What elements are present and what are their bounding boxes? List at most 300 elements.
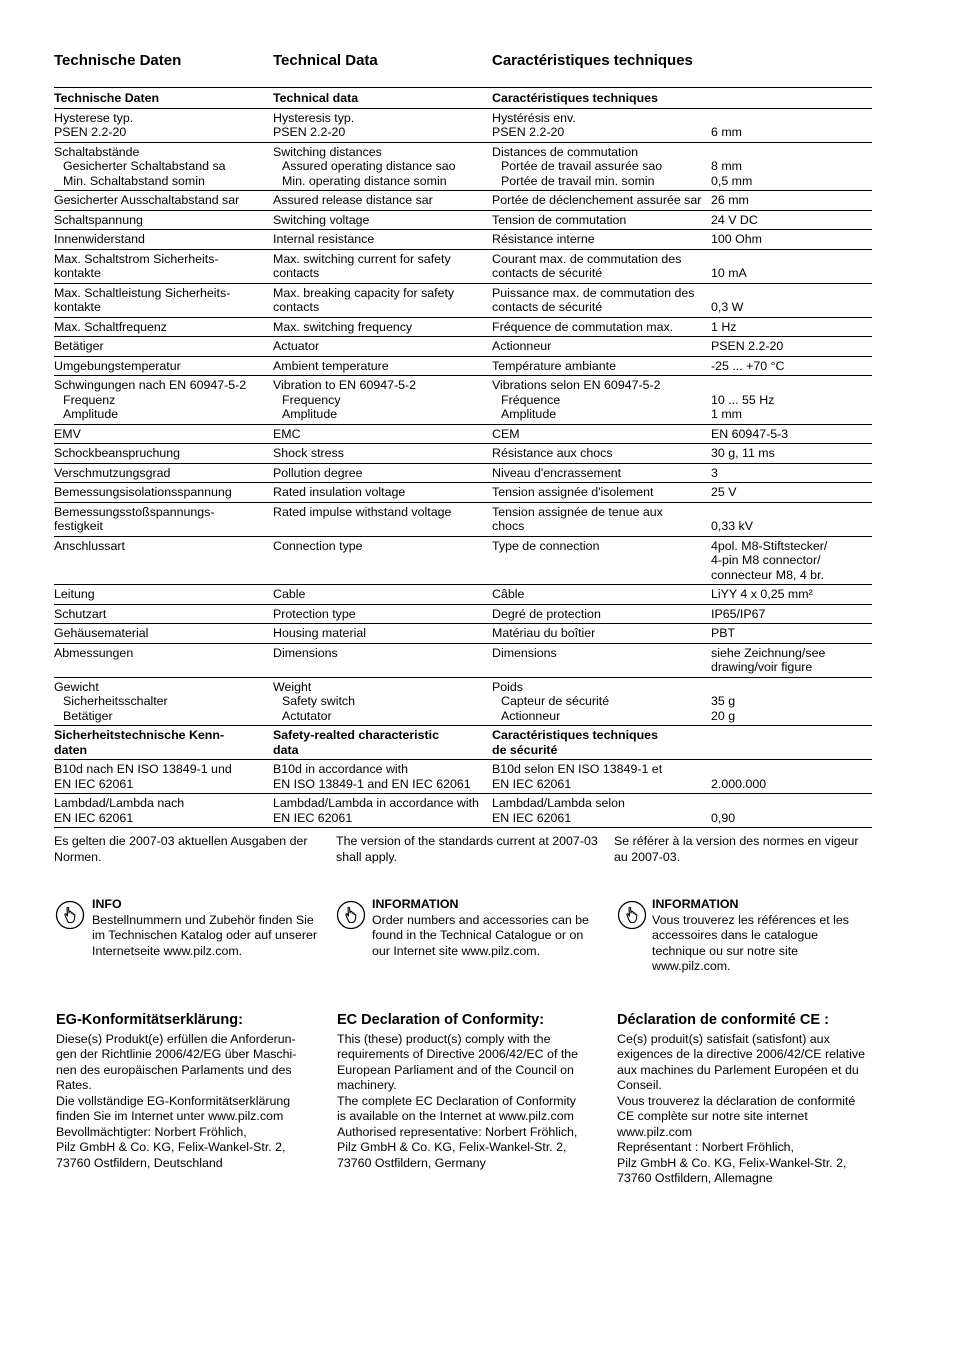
declaration-line: requirements of Directive 2006/42/EC of the (337, 1047, 579, 1061)
table-cell-de (54, 760, 273, 794)
table-cell-val (711, 794, 872, 828)
declaration-line: finden Sie im Internet unter www.pilz.com (56, 1109, 284, 1123)
table-cell-val (711, 142, 872, 191)
hand-pointer-icon (617, 900, 647, 930)
table-cell-fr (492, 794, 711, 828)
table-cell-en (273, 424, 492, 444)
table-head-de: Technische Daten (54, 88, 273, 109)
cell-line: Amplitude (282, 407, 338, 421)
table-cell-fr (492, 283, 711, 317)
cell-line: 0,5 mm (711, 173, 753, 188)
info-text: Vous trouverez les références et les accessoires dans le catalogue technique ou sur notre site www.pilz.com. (652, 912, 849, 973)
table-row (54, 794, 872, 828)
cell-line: 4-pin M8 connector/ (711, 553, 821, 567)
info-text: Bestellnummern und Zubehör finden Sie im Technischen Katalog oder auf unserer Internetseite www.pilz.com. (92, 912, 318, 958)
table-cell-de (54, 463, 273, 483)
cell-line: Schaltabstände (54, 144, 140, 159)
cell-line: Assured operating distance sao (282, 159, 456, 173)
cell-line: Internal resistance (273, 232, 375, 246)
cell-line: IP65/IP67 (711, 606, 766, 621)
cell-line: Sicherheitsschalter (63, 694, 168, 708)
cell-line: 25 V (711, 485, 737, 499)
cell-line: PSEN 2.2-20 (273, 125, 346, 139)
cell-line: Câble (492, 587, 525, 601)
cell-line: Safety-realted characteristic (273, 728, 439, 742)
declaration-line: Rates. (56, 1078, 92, 1092)
table-row (54, 643, 872, 677)
cell-line: Lambdad/Lambda in accordance with (273, 796, 479, 810)
table-row (54, 502, 872, 536)
table-cell-de (54, 249, 273, 283)
cell-line: Actionneur (492, 339, 552, 353)
table-cell-fr (492, 760, 711, 794)
table-cell-de (54, 230, 273, 250)
table-cell-en (273, 108, 492, 142)
cell-line: CEM (492, 426, 520, 441)
table-cell-de (54, 191, 273, 211)
table-row (54, 444, 872, 464)
table-cell-val (711, 424, 872, 444)
table-cell-en (273, 283, 492, 317)
cell-line: Schutzart (54, 606, 107, 621)
table-row (54, 604, 872, 624)
cell-line: Température ambiante (492, 358, 616, 373)
table-cell-de (54, 108, 273, 142)
declaration-line: This (these) product(s) comply with the (337, 1031, 551, 1046)
table-cell-en (273, 317, 492, 337)
cell-line: Gewicht (54, 679, 99, 694)
table-cell-en (273, 794, 492, 828)
declaration-line: is available on the Internet at www.pilz.com (337, 1109, 574, 1123)
cell-line: siehe Zeichnung/see (711, 645, 826, 660)
cell-line: kontakte (54, 300, 101, 314)
info-de (92, 897, 322, 959)
table-cell-en (273, 677, 492, 726)
table-cell-fr (492, 108, 711, 142)
table-head-row (54, 88, 872, 109)
table-cell-fr (492, 726, 711, 760)
declaration-lines (337, 1032, 599, 1172)
table-cell-de (54, 643, 273, 677)
info-title: INFO (92, 897, 122, 911)
cell-line: contacts de sécurité (492, 300, 603, 314)
cell-line: Shock stress (273, 446, 344, 460)
cell-line: Weight (273, 679, 312, 694)
table-cell-en (273, 356, 492, 376)
table-cell-en (273, 760, 492, 794)
table-cell-en (273, 337, 492, 357)
table-cell-val (711, 283, 872, 317)
table-cell-val (711, 624, 872, 644)
cell-line: Gesicherter Ausschaltabstand sar (54, 193, 240, 207)
table-head-en: Technical data (273, 88, 492, 109)
cell-line: Max. Schaltstrom Sicherheits- (54, 251, 219, 266)
table-cell-val (711, 317, 872, 337)
cell-line: Tension de commutation (492, 212, 627, 227)
table-row (54, 726, 872, 760)
cell-line: 26 mm (711, 193, 749, 207)
hand-pointer-icon (336, 900, 366, 930)
cell-line: festigkeit (54, 519, 103, 533)
cell-line: B10d in accordance with (273, 762, 409, 776)
declaration-line: Conseil. (617, 1078, 662, 1092)
declaration-line: Pilz GmbH & Co. KG, Felix-Wankel-Str. 2, (617, 1155, 847, 1170)
cell-line: 0,90 (711, 810, 736, 825)
table-cell-fr (492, 643, 711, 677)
cell-line: chocs (492, 519, 525, 533)
cell-line: Fréquence (501, 392, 561, 407)
cell-line: Fréquence de commutation max. (492, 319, 674, 334)
cell-line: Distances de commutation (492, 144, 639, 159)
table-cell-de (54, 337, 273, 357)
declaration-line: Vous trouverez la déclaration de conformité (617, 1093, 856, 1108)
cell-line: 100 Ohm (711, 232, 762, 246)
table-row (54, 585, 872, 605)
cell-line: Umgebungstemperatur (54, 358, 181, 373)
cell-line: Max. breaking capacity for safety (273, 285, 455, 300)
table-cell-en (273, 230, 492, 250)
hand-pointer-icon (55, 900, 85, 930)
table-cell-val (711, 677, 872, 726)
cell-line: B10d nach EN ISO 13849-1 und (54, 762, 232, 776)
declaration-line: aux machines du Parlement Européen et du (617, 1062, 859, 1077)
cell-line: Dimensions (492, 645, 557, 660)
cell-line: Caractéristiques techniques (492, 728, 658, 742)
table-cell-en (273, 210, 492, 230)
cell-line: EN IEC 62061 (54, 776, 134, 791)
table-cell-en (273, 502, 492, 536)
table-cell-fr (492, 142, 711, 191)
table-cell-val (711, 502, 872, 536)
cell-line: Capteur de sécurité (501, 694, 610, 708)
table-cell-en (273, 483, 492, 503)
declaration-line: Authorised representative: Norbert Fröhlich, (337, 1124, 578, 1139)
cell-line: Cable (273, 587, 306, 601)
declaration-line: Ce(s) produit(s) satisfait (satisfont) aux (617, 1031, 830, 1046)
cell-line: Max. switching current for safety (273, 251, 451, 266)
table-cell-fr (492, 356, 711, 376)
cell-line: Portée de travail assurée sao (501, 159, 663, 173)
cell-line: data (273, 742, 299, 757)
table-cell-val (711, 726, 872, 760)
table-cell-fr (492, 210, 711, 230)
cell-line: Innenwiderstand (54, 232, 145, 246)
table-cell-de (54, 677, 273, 726)
cell-line: 35 g (711, 694, 736, 708)
cell-line: LiYY 4 x 0,25 mm² (711, 587, 813, 601)
table-cell-de (54, 794, 273, 828)
declaration-line: 73760 Ostfildern, Allemagne (617, 1171, 773, 1185)
cell-line: 2.000.000 (711, 776, 767, 791)
table-row (54, 283, 872, 317)
cell-line: Actuator (273, 339, 320, 353)
cell-line: Amplitude (501, 407, 557, 421)
cell-line: Min. Schaltabstand somin (63, 173, 205, 188)
table-cell-en (273, 444, 492, 464)
table-row (54, 249, 872, 283)
table-cell-val (711, 536, 872, 585)
cell-line: contacts de sécurité (492, 266, 603, 280)
cell-line: contacts (273, 300, 320, 314)
table-cell-de (54, 376, 273, 425)
cell-line: 3 (711, 465, 718, 480)
table-head-fr: Caractéristiques techniques (492, 88, 711, 109)
declaration-line: gen der Richtlinie 2006/42/EG über Maschi- (56, 1047, 297, 1061)
table-row (54, 760, 872, 794)
cell-line: connecteur M8, 4 br. (711, 567, 824, 582)
cell-line: PBT (711, 626, 736, 640)
cell-line: Actionneur (501, 708, 561, 723)
table-cell-fr (492, 317, 711, 337)
cell-line: Switching distances (273, 144, 382, 159)
declaration-line: www.pilz.com (617, 1124, 693, 1139)
table-cell-fr (492, 191, 711, 211)
spec-table (54, 87, 872, 828)
table-cell-fr (492, 376, 711, 425)
cell-line: Lambdad/Lambda selon (492, 796, 625, 810)
table-cell-fr (492, 624, 711, 644)
table-cell-fr (492, 677, 711, 726)
cell-line: EN IEC 62061 (273, 810, 353, 825)
table-cell-en (273, 463, 492, 483)
cell-line: EN IEC 62061 (492, 776, 572, 791)
table-cell-fr (492, 230, 711, 250)
cell-line: kontakte (54, 266, 101, 280)
cell-line: Actutator (282, 708, 332, 723)
table-cell-fr (492, 249, 711, 283)
cell-line: 1 Hz (711, 319, 737, 334)
table-cell-val (711, 444, 872, 464)
table-cell-val (711, 337, 872, 357)
declaration-line: 73760 Ostfildern, Deutschland (56, 1155, 223, 1170)
cell-line: Switching voltage (273, 212, 370, 227)
table-cell-de (54, 283, 273, 317)
cell-line: 20 g (711, 708, 736, 723)
cell-line: contacts (273, 266, 320, 280)
cell-line: 0,33 kV (711, 519, 754, 533)
cell-line: -25 ... +70 °C (711, 358, 785, 373)
cell-line: Rated impulse withstand voltage (273, 504, 452, 519)
cell-line: 4pol. M8-Stiftstecker/ (711, 538, 828, 553)
declaration-fr (617, 1013, 882, 1187)
table-cell-de (54, 536, 273, 585)
cell-line: Gesicherter Schaltabstand sa (63, 159, 226, 173)
table-cell-de (54, 624, 273, 644)
declaration-title: Déclaration de conformité CE : (617, 1012, 829, 1028)
cell-line: EN IEC 62061 (492, 810, 572, 825)
cell-line: Gehäusematerial (54, 626, 149, 640)
table-cell-val (711, 463, 872, 483)
table-cell-fr (492, 585, 711, 605)
cell-line: Tension assignée de tenue aux (492, 504, 663, 519)
declaration-line: Pilz GmbH & Co. KG, Felix-Wankel-Str. 2, (56, 1140, 286, 1154)
table-cell-de (54, 142, 273, 191)
cell-line: Pollution degree (273, 465, 363, 480)
cell-line: Abmessungen (54, 645, 134, 660)
cell-line: Max. Schaltfrequenz (54, 319, 167, 334)
cell-line: Max. switching frequency (273, 319, 413, 334)
table-cell-de (54, 585, 273, 605)
cell-line: Hystérésis env. (492, 110, 576, 125)
table-cell-de (54, 317, 273, 337)
cell-line: Sicherheitstechnische Kenn- (54, 728, 225, 742)
table-cell-val (711, 356, 872, 376)
table-row (54, 337, 872, 357)
table-cell-de (54, 210, 273, 230)
table-cell-val (711, 108, 872, 142)
header-en: Technical Data (273, 52, 378, 69)
cell-line: EMV (54, 426, 81, 441)
cell-line: 10 mA (711, 266, 747, 280)
declaration-title: EC Declaration of Conformity: (337, 1012, 545, 1028)
table-cell-val (711, 483, 872, 503)
declaration-line: exigences de la directive 2006/42/CE relative (617, 1047, 865, 1061)
declaration-line: machinery. (337, 1078, 397, 1092)
table-row (54, 677, 872, 726)
table-cell-en (273, 726, 492, 760)
table-cell-en (273, 604, 492, 624)
note-en: The version of the standards current at 2007-03 shall apply. (336, 834, 598, 864)
cell-line: Rated insulation voltage (273, 485, 406, 499)
declaration-line: 73760 Ostfildern, Germany (337, 1155, 486, 1170)
cell-line: PSEN 2.2-20 (54, 125, 127, 139)
table-cell-fr (492, 463, 711, 483)
header-fr: Caractéristiques techniques (492, 52, 693, 69)
cell-line: Poids (492, 679, 523, 694)
table-cell-fr (492, 337, 711, 357)
declaration-line: Représentant : Norbert Fröhlich, (617, 1140, 794, 1154)
declaration-line: CE complète sur notre site internet (617, 1109, 808, 1123)
cell-line: Portée de déclenchement assurée sar (492, 193, 702, 207)
cell-line: EMC (273, 426, 301, 441)
declaration-line: nen des europäischen Parlaments und des (56, 1062, 292, 1077)
table-row (54, 463, 872, 483)
cell-line: 6 mm (711, 125, 742, 139)
cell-line: Frequenz (63, 392, 116, 407)
table-cell-val (711, 585, 872, 605)
cell-line: Hysterese typ. (54, 110, 134, 125)
cell-line: Schwingungen nach EN 60947-5-2 (54, 378, 247, 392)
table-cell-de (54, 604, 273, 624)
cell-line: Verschmutzungsgrad (54, 465, 171, 480)
cell-line: Connection type (273, 538, 363, 553)
cell-line: Assured release distance sar (273, 193, 433, 207)
cell-line: Puissance max. de commutation des (492, 285, 695, 300)
table-cell-val (711, 760, 872, 794)
table-cell-val (711, 249, 872, 283)
cell-line: Tension assignée d'isolement (492, 485, 654, 499)
cell-line: Max. Schaltleistung Sicherheits- (54, 285, 231, 300)
table-cell-fr (492, 424, 711, 444)
table-row (54, 483, 872, 503)
cell-line: EN 60947-5-3 (711, 426, 789, 441)
cell-line: 30 g, 11 ms (711, 446, 775, 460)
table-cell-de (54, 444, 273, 464)
table-cell-en (273, 376, 492, 425)
table-cell-en (273, 142, 492, 191)
table-head-value (711, 88, 872, 109)
declaration-lines (617, 1032, 882, 1187)
table-cell-en (273, 191, 492, 211)
declaration-line: Pilz GmbH & Co. KG, Felix-Wankel-Str. 2, (337, 1140, 567, 1154)
cell-line: Schockbeanspruchung (54, 446, 181, 460)
info-text: Order numbers and accessories can be found in the Technical Catalogue or on our Internet site www.pilz.com. (372, 912, 589, 958)
table-row (54, 230, 872, 250)
table-cell-val (711, 643, 872, 677)
cell-line: Lambdad/Lambda nach (54, 796, 185, 810)
table-row (54, 142, 872, 191)
table-cell-fr (492, 604, 711, 624)
cell-line: 0,3 W (711, 300, 744, 314)
declaration-line: European Parliament and of the Council on (337, 1062, 574, 1077)
cell-line: Hysteresis typ. (273, 110, 355, 125)
note-de: Es gelten die 2007-03 aktuellen Ausgaben der Normen. (54, 834, 308, 864)
cell-line: Betätiger (54, 339, 104, 353)
declaration-line: Die vollständige EG-Konformitätserklärung (56, 1093, 291, 1108)
table-cell-val (711, 191, 872, 211)
declaration-title: EG-Konformitätserklärung: (56, 1012, 243, 1028)
cell-line: drawing/voir figure (711, 660, 813, 674)
cell-line: daten (54, 742, 88, 757)
cell-line: Dimensions (273, 645, 338, 660)
table-cell-val (711, 604, 872, 624)
table-cell-en (273, 249, 492, 283)
cell-line: Leitung (54, 587, 95, 601)
cell-line: Housing material (273, 626, 366, 640)
cell-line: Safety switch (282, 694, 355, 708)
cell-line: Vibration to EN 60947-5-2 (273, 378, 417, 392)
cell-line: Bemessungsstoßspannungs- (54, 504, 215, 519)
cell-line: EN ISO 13849-1 and EN IEC 62061 (273, 776, 471, 791)
cell-line: B10d selon EN ISO 13849-1 et (492, 762, 663, 776)
cell-line: Ambient temperature (273, 358, 389, 373)
table-cell-de (54, 356, 273, 376)
note-fr: Se référer à la version des normes en vigeur au 2007-03. (614, 834, 859, 864)
table-cell-de (54, 424, 273, 444)
table-cell-en (273, 585, 492, 605)
info-fr (652, 897, 867, 975)
table-row (54, 424, 872, 444)
cell-line: 1 mm (711, 407, 742, 421)
info-en (372, 897, 602, 959)
table-cell-val (711, 376, 872, 425)
header-de: Technische Daten (54, 52, 182, 69)
cell-line: Type de connection (492, 538, 600, 553)
declaration-en (337, 1013, 599, 1171)
declaration-line: The complete EC Declaration of Conformity (337, 1093, 576, 1108)
info-title: INFORMATION (372, 897, 459, 911)
declaration-de (56, 1013, 318, 1171)
cell-line: EN IEC 62061 (54, 810, 134, 825)
table-row (54, 191, 872, 211)
cell-line: 10 ... 55 Hz (711, 392, 775, 407)
cell-line: Anschlussart (54, 538, 125, 553)
info-title: INFORMATION (652, 897, 739, 911)
declaration-line: Diese(s) Produkt(e) erfüllen die Anforderun- (56, 1031, 296, 1046)
table-row (54, 356, 872, 376)
table-cell-de (54, 726, 273, 760)
cell-line: Résistance interne (492, 232, 595, 246)
table-cell-fr (492, 444, 711, 464)
table-cell-en (273, 643, 492, 677)
cell-line: Amplitude (63, 407, 119, 421)
table-cell-fr (492, 536, 711, 585)
cell-line: Schaltspannung (54, 212, 143, 227)
cell-line: Niveau d'encrassement (492, 465, 622, 480)
cell-line: Degré de protection (492, 606, 601, 621)
cell-line: 8 mm (711, 159, 742, 173)
table-cell-val (711, 230, 872, 250)
